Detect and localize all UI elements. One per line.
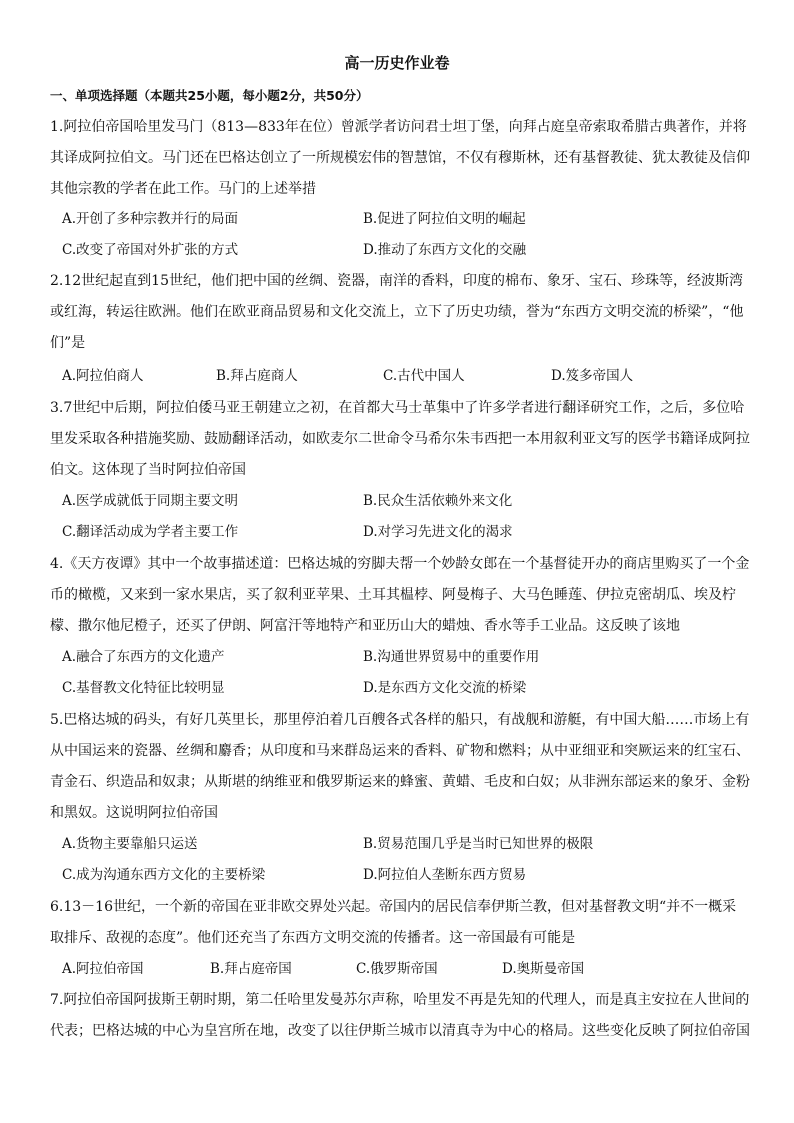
option-d: D.对学习先进文化的渴求 (363, 524, 513, 540)
option-c: C.翻译活动成为学者主要工作 (62, 524, 239, 540)
option-d: D.笈多帝国人 (551, 368, 634, 384)
options-row (62, 366, 752, 386)
option-d: D.推动了东西方文化的交融 (363, 242, 527, 258)
option-c: C.改变了帝国对外扩张的方式 (62, 242, 239, 258)
option-c: C.俄罗斯帝国 (356, 961, 438, 977)
question-stem: 4.《天方夜谭》其中一个故事描述道：巴格达城的穷脚夫帮一个妙龄女郎在一个基督徒开办的商店里购买了一个金币的橄榄，又来到一家水果店，买了叙利亚苹果、土耳其榅桲、阿曼梅子、大马色睡莲、伊拉克密胡瓜、埃及柠檬、撒尔他尼橙子，还买了伊朗、阿富汗等地特产和亚历山大的蜡烛、香水等手工业品。这反映了该地 (50, 556, 750, 634)
options-row (62, 678, 752, 698)
option-b: B.民众生活依赖外来文化 (363, 493, 513, 509)
option-a: A.开创了多种宗教并行的局面 (62, 211, 239, 227)
option-d: D.奥斯曼帝国 (502, 961, 585, 977)
option-a: A.阿拉伯商人 (62, 368, 144, 384)
question-stem: 2.12世纪起直到15世纪，他们把中国的丝绸、瓷器，南洋的香料，印度的棉布、象牙、宝石、珍珠等，经波斯湾或红海，转运往欧洲。他们在欧亚商品贸易和文化交流上，立下了历史功绩，誉为“东西方文明交流的桥梁”，“他们”是 (50, 273, 744, 351)
option-c: C.基督教文化特征比较明显 (62, 680, 225, 696)
option-b: B.沟通世界贸易中的重要作用 (363, 649, 540, 665)
section-heading: 一、单项选择题（本题共25小题，每小题2分，共50分） (50, 88, 369, 103)
option-a: A.阿拉伯帝国 (62, 961, 144, 977)
question-stem: 5.巴格达城的码头，有好几英里长，那里停泊着几百艘各式各样的船只，有战舰和游艇，有中国大船……市场上有从中国运来的瓷器、丝绸和麝香；从印度和马来群岛运来的香料、矿物和燃料；从中亚细亚和突厥运来的红宝石、青金石、织造品和奴隶；从斯堪的纳维亚和俄罗斯运来的蜂蜜、黄蜡、毛皮和白奴；从非洲东部运来的象牙、金粉和黑奴。这说明阿拉伯帝国 (50, 712, 750, 821)
option-a: A.货物主要靠船只运送 (62, 836, 198, 852)
options-row (62, 834, 752, 854)
options-row (62, 209, 752, 229)
options-row (62, 959, 752, 979)
question-stem: 7.阿拉伯帝国阿拔斯王朝时期，第二任哈里发曼苏尔声称，哈里发不再是先知的代理人，而是真主安拉在人世间的代表；巴格达城的中心为皇宫所在地，改变了以往伊斯兰城市以清真寺为中心的格局。这些变化反映了阿拉伯帝国 (50, 992, 750, 1039)
page-title: 高一历史作业卷 (344, 54, 450, 72)
option-a: A.医学成就低于同期主要文明 (62, 493, 239, 509)
options-row (62, 647, 752, 667)
option-d: D.阿拉伯人垄断东西方贸易 (363, 867, 527, 883)
options-row (62, 240, 752, 260)
option-b: B.促进了阿拉伯文明的崛起 (363, 211, 526, 227)
question-stem: 6.13－16世纪，一个新的帝国在亚非欧交界处兴起。帝国内的居民信奉伊斯兰教，但对基督教文明“并不一概采取排斥、敌视的态度”。他们还充当了东西方文明交流的传播者。这一帝国最有可能是 (50, 899, 737, 946)
option-a: A.融合了东西方的文化遗产 (62, 649, 225, 665)
options-row (62, 522, 752, 542)
option-c: C.成为沟通东西方文化的主要桥梁 (62, 867, 266, 883)
options-row (62, 865, 752, 885)
option-b: B.拜占庭帝国 (210, 961, 292, 977)
option-b: B.拜占庭商人 (216, 368, 298, 384)
option-c: C.古代中国人 (383, 368, 465, 384)
question-stem: 1.阿拉伯帝国哈里发马门（813—833年在位）曾派学者访问君士坦丁堡，向拜占庭皇帝索取希腊古典著作，并将其译成阿拉伯文。马门还在巴格达创立了一所规模宏伟的智慧馆，不仅有穆斯林，还有基督教徒、犹太教徒及信仰其他宗教的学者在此工作。马门的上述举措 (50, 119, 750, 197)
question-stem: 3.7世纪中后期，阿拉伯倭马亚王朝建立之初，在首都大马士革集中了许多学者进行翻译研究工作，之后，多位哈里发采取各种措施奖励、鼓励翻译活动，如欧麦尔二世命令马希尔朱韦西把一本用叙利亚文写的医学书籍译成阿拉伯文。这体现了当时阿拉伯帝国 (50, 400, 750, 478)
option-b: B.贸易范围几乎是当时已知世界的极限 (363, 836, 594, 852)
option-d: D.是东西方文化交流的桥梁 (363, 680, 527, 696)
options-row (62, 491, 752, 511)
